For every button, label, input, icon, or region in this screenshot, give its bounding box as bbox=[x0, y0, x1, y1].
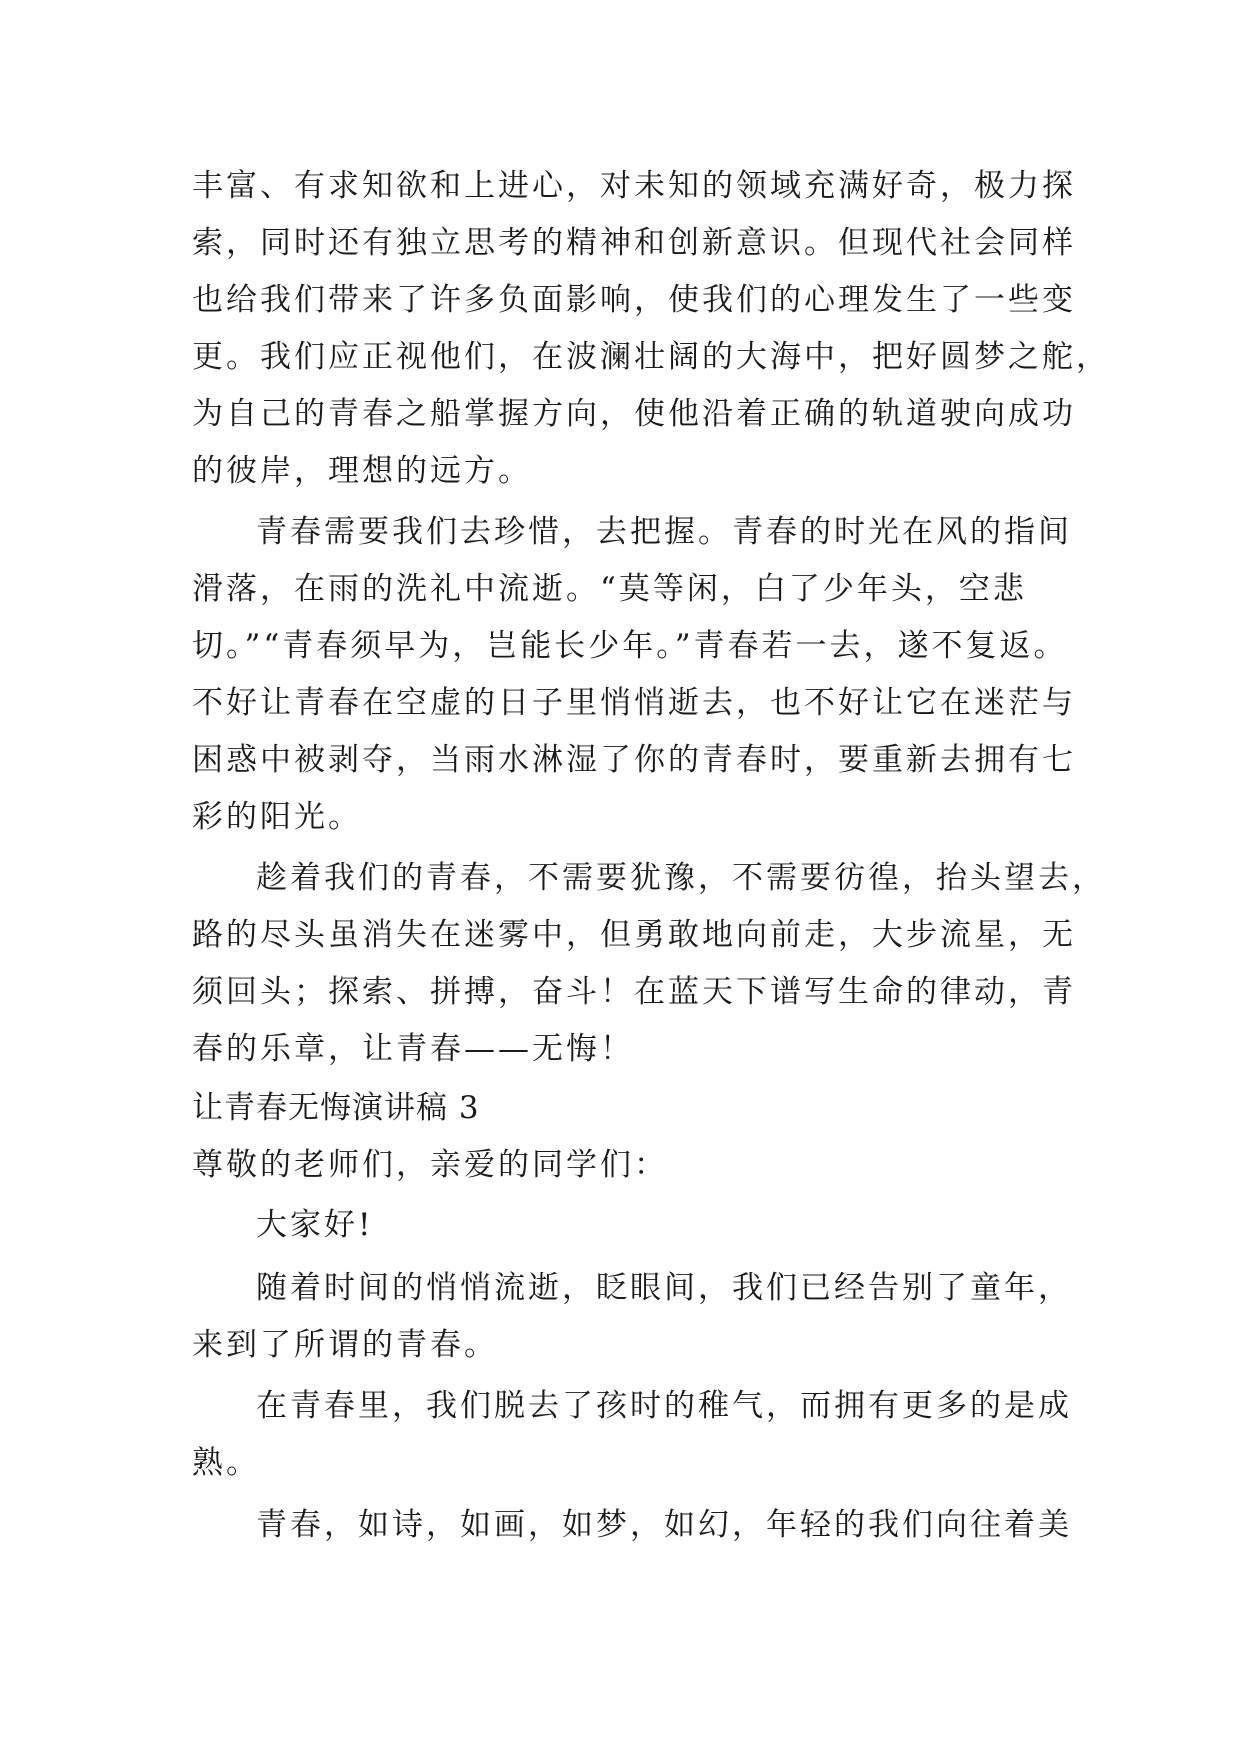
paragraph-first-line: 随着时间的悄悄流逝，眨眼间，我们已经告别了童年， bbox=[256, 1270, 1072, 1306]
text-line: 的彼岸，理想的远方。 bbox=[192, 453, 532, 489]
text-line: 也给我们带来了许多负面影响，使我们的心理发生了一些变 bbox=[192, 282, 1076, 318]
text-line: 彩的阳光。 bbox=[192, 799, 362, 835]
text-line: 须回头；探索、拼搏，奋斗！在蓝天下谱写生命的律动，青 bbox=[192, 974, 1076, 1010]
salutation: 尊敬的老师们，亲爱的同学们： bbox=[192, 1147, 668, 1183]
paragraph-first-line: 青春需要我们去珍惜，去把握。青春的时光在风的指间 bbox=[256, 514, 1072, 550]
text-line: 熟。 bbox=[192, 1445, 260, 1481]
text-line: 春的乐章，让青春——无悔！ bbox=[192, 1031, 634, 1067]
text-line: 路的尽头虽消失在迷雾中，但勇敢地向前走，大步流星，无 bbox=[192, 917, 1076, 953]
greeting: 大家好! bbox=[256, 1207, 374, 1243]
text-line: 更。我们应正视他们，在波澜壮阔的大海中，把好圆梦之舵， bbox=[192, 339, 1110, 375]
text-line: 丰富、有求知欲和上进心，对未知的领域充满好奇，极力探 bbox=[192, 168, 1076, 204]
text-line: 为自己的青春之船掌握方向，使他沿着正确的轨道驶向成功 bbox=[192, 396, 1076, 432]
paragraph-first-line: 在青春里，我们脱去了孩时的稚气，而拥有更多的是成 bbox=[256, 1388, 1072, 1424]
text-line: 来到了所谓的青春。 bbox=[192, 1327, 498, 1363]
text-line: 滑落，在雨的洗礼中流逝。“莫等闲，白了少年头，空悲 bbox=[192, 571, 1027, 607]
text-line: 切。”“青春须早为，岂能长少年。”青春若一去，遂不复返。 bbox=[192, 628, 1068, 664]
text-line: 不好让青春在空虚的日子里悄悄逝去，也不好让它在迷茫与 bbox=[192, 685, 1076, 721]
text-line: 索，同时还有独立思考的精神和创新意识。但现代社会同样 bbox=[192, 225, 1076, 261]
text-line: 困惑中被剥夺，当雨水淋湿了你的青春时，要重新去拥有七 bbox=[192, 742, 1076, 778]
section-heading: 让青春无悔演讲稿 3 bbox=[192, 1090, 480, 1126]
paragraph-first-line: 青春，如诗，如画，如梦，如幻，年轻的我们向往着美 bbox=[256, 1507, 1072, 1543]
paragraph-first-line: 趁着我们的青春，不需要犹豫，不需要彷徨，抬头望去， bbox=[256, 860, 1106, 896]
